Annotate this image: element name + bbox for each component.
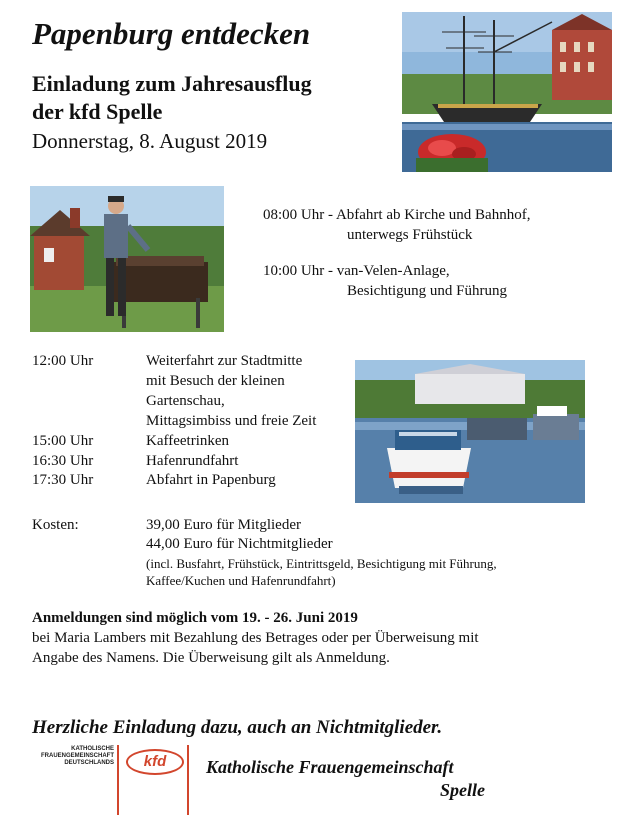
invitation-subtitle <box>32 70 312 126</box>
schedule-time: 08:00 Uhr <box>263 207 325 223</box>
schedule-time: 15:00 Uhr <box>32 433 94 449</box>
schedule-time: 17:30 Uhr <box>32 472 94 488</box>
schedule-time: 12:00 Uhr <box>32 353 94 369</box>
subtitle-line-1: Einladung zum Jahresausflug <box>32 71 312 96</box>
event-date: Donnerstag, 8. August 2019 <box>32 129 268 153</box>
schedule-time: 10:00 Uhr <box>263 263 325 279</box>
schedule-text: Gartenschau, <box>146 393 225 409</box>
registration-text: bei Maria Lambers mit Bezahlung des Betrages oder per Überweisung mit <box>32 630 479 646</box>
cost-included-note-continued: Kaffee/Kuchen und Hafenrundfahrt) <box>146 573 336 588</box>
schedule-text: Abfahrt ab Kirche und Bahnhof, <box>335 207 531 223</box>
kfd-logo-mark: kfd <box>126 749 184 775</box>
logo-text-line: FRAUENGEMEINSCHAFT <box>41 753 114 759</box>
costs-label: Kosten: <box>32 517 79 533</box>
schedule-text: Abfahrt in Papenburg <box>146 472 276 488</box>
schedule-text: Hafenrundfahrt <box>146 453 239 469</box>
registration-text-continued: Angabe des Namens. Die Überweisung gilt als Anmeldung. <box>32 650 390 666</box>
registration-heading: Anmeldungen sind möglich vom 19. - 26. Juni 2019 <box>32 610 358 626</box>
schedule-text: van-Velen-Anlage, <box>336 263 450 279</box>
turf-worker-photo <box>30 186 224 332</box>
logo-text-line: DEUTSCHLANDS <box>64 760 114 766</box>
subtitle-line-2: der kfd Spelle <box>32 99 163 124</box>
kfd-logo-text <box>27 746 114 767</box>
schedule-top-item <box>263 206 530 225</box>
schedule-text: Mittagsimbiss und freie Zeit <box>146 413 317 429</box>
tall-ship-photo <box>402 12 612 172</box>
schedule-text: Weiterfahrt zur Stadtmitte <box>146 353 303 369</box>
cost-members: 39,00 Euro für Mitglieder <box>146 517 301 533</box>
schedule-text-continued: Besichtigung und Führung <box>347 283 507 299</box>
logo-divider <box>117 745 119 815</box>
page-title: Papenburg entdecken <box>32 16 311 51</box>
schedule-time: 16:30 Uhr <box>32 453 94 469</box>
schedule-text: mit Besuch der kleinen <box>146 373 285 389</box>
schedule-separator: - <box>328 263 333 279</box>
harbor-boats-photo <box>355 360 585 503</box>
schedule-top-item <box>263 262 450 281</box>
organization-location: Spelle <box>440 780 485 800</box>
cost-non-members: 44,00 Euro für Nichtmitglieder <box>146 536 333 552</box>
invitation-text: Herzliche Einladung dazu, auch an Nichtmitglieder. <box>32 717 443 738</box>
logo-divider <box>187 745 189 815</box>
schedule-text: Kaffeetrinken <box>146 433 230 449</box>
organization-name: Katholische Frauengemeinschaft <box>206 757 454 777</box>
schedule-text-continued: unterwegs Frühstück <box>347 227 473 243</box>
logo-text-line: KATHOLISCHE <box>71 746 114 752</box>
schedule-separator: - <box>328 207 333 223</box>
cost-included-note: (incl. Busfahrt, Frühstück, Eintrittsgeld, Besichtigung mit Führung, <box>146 556 497 571</box>
